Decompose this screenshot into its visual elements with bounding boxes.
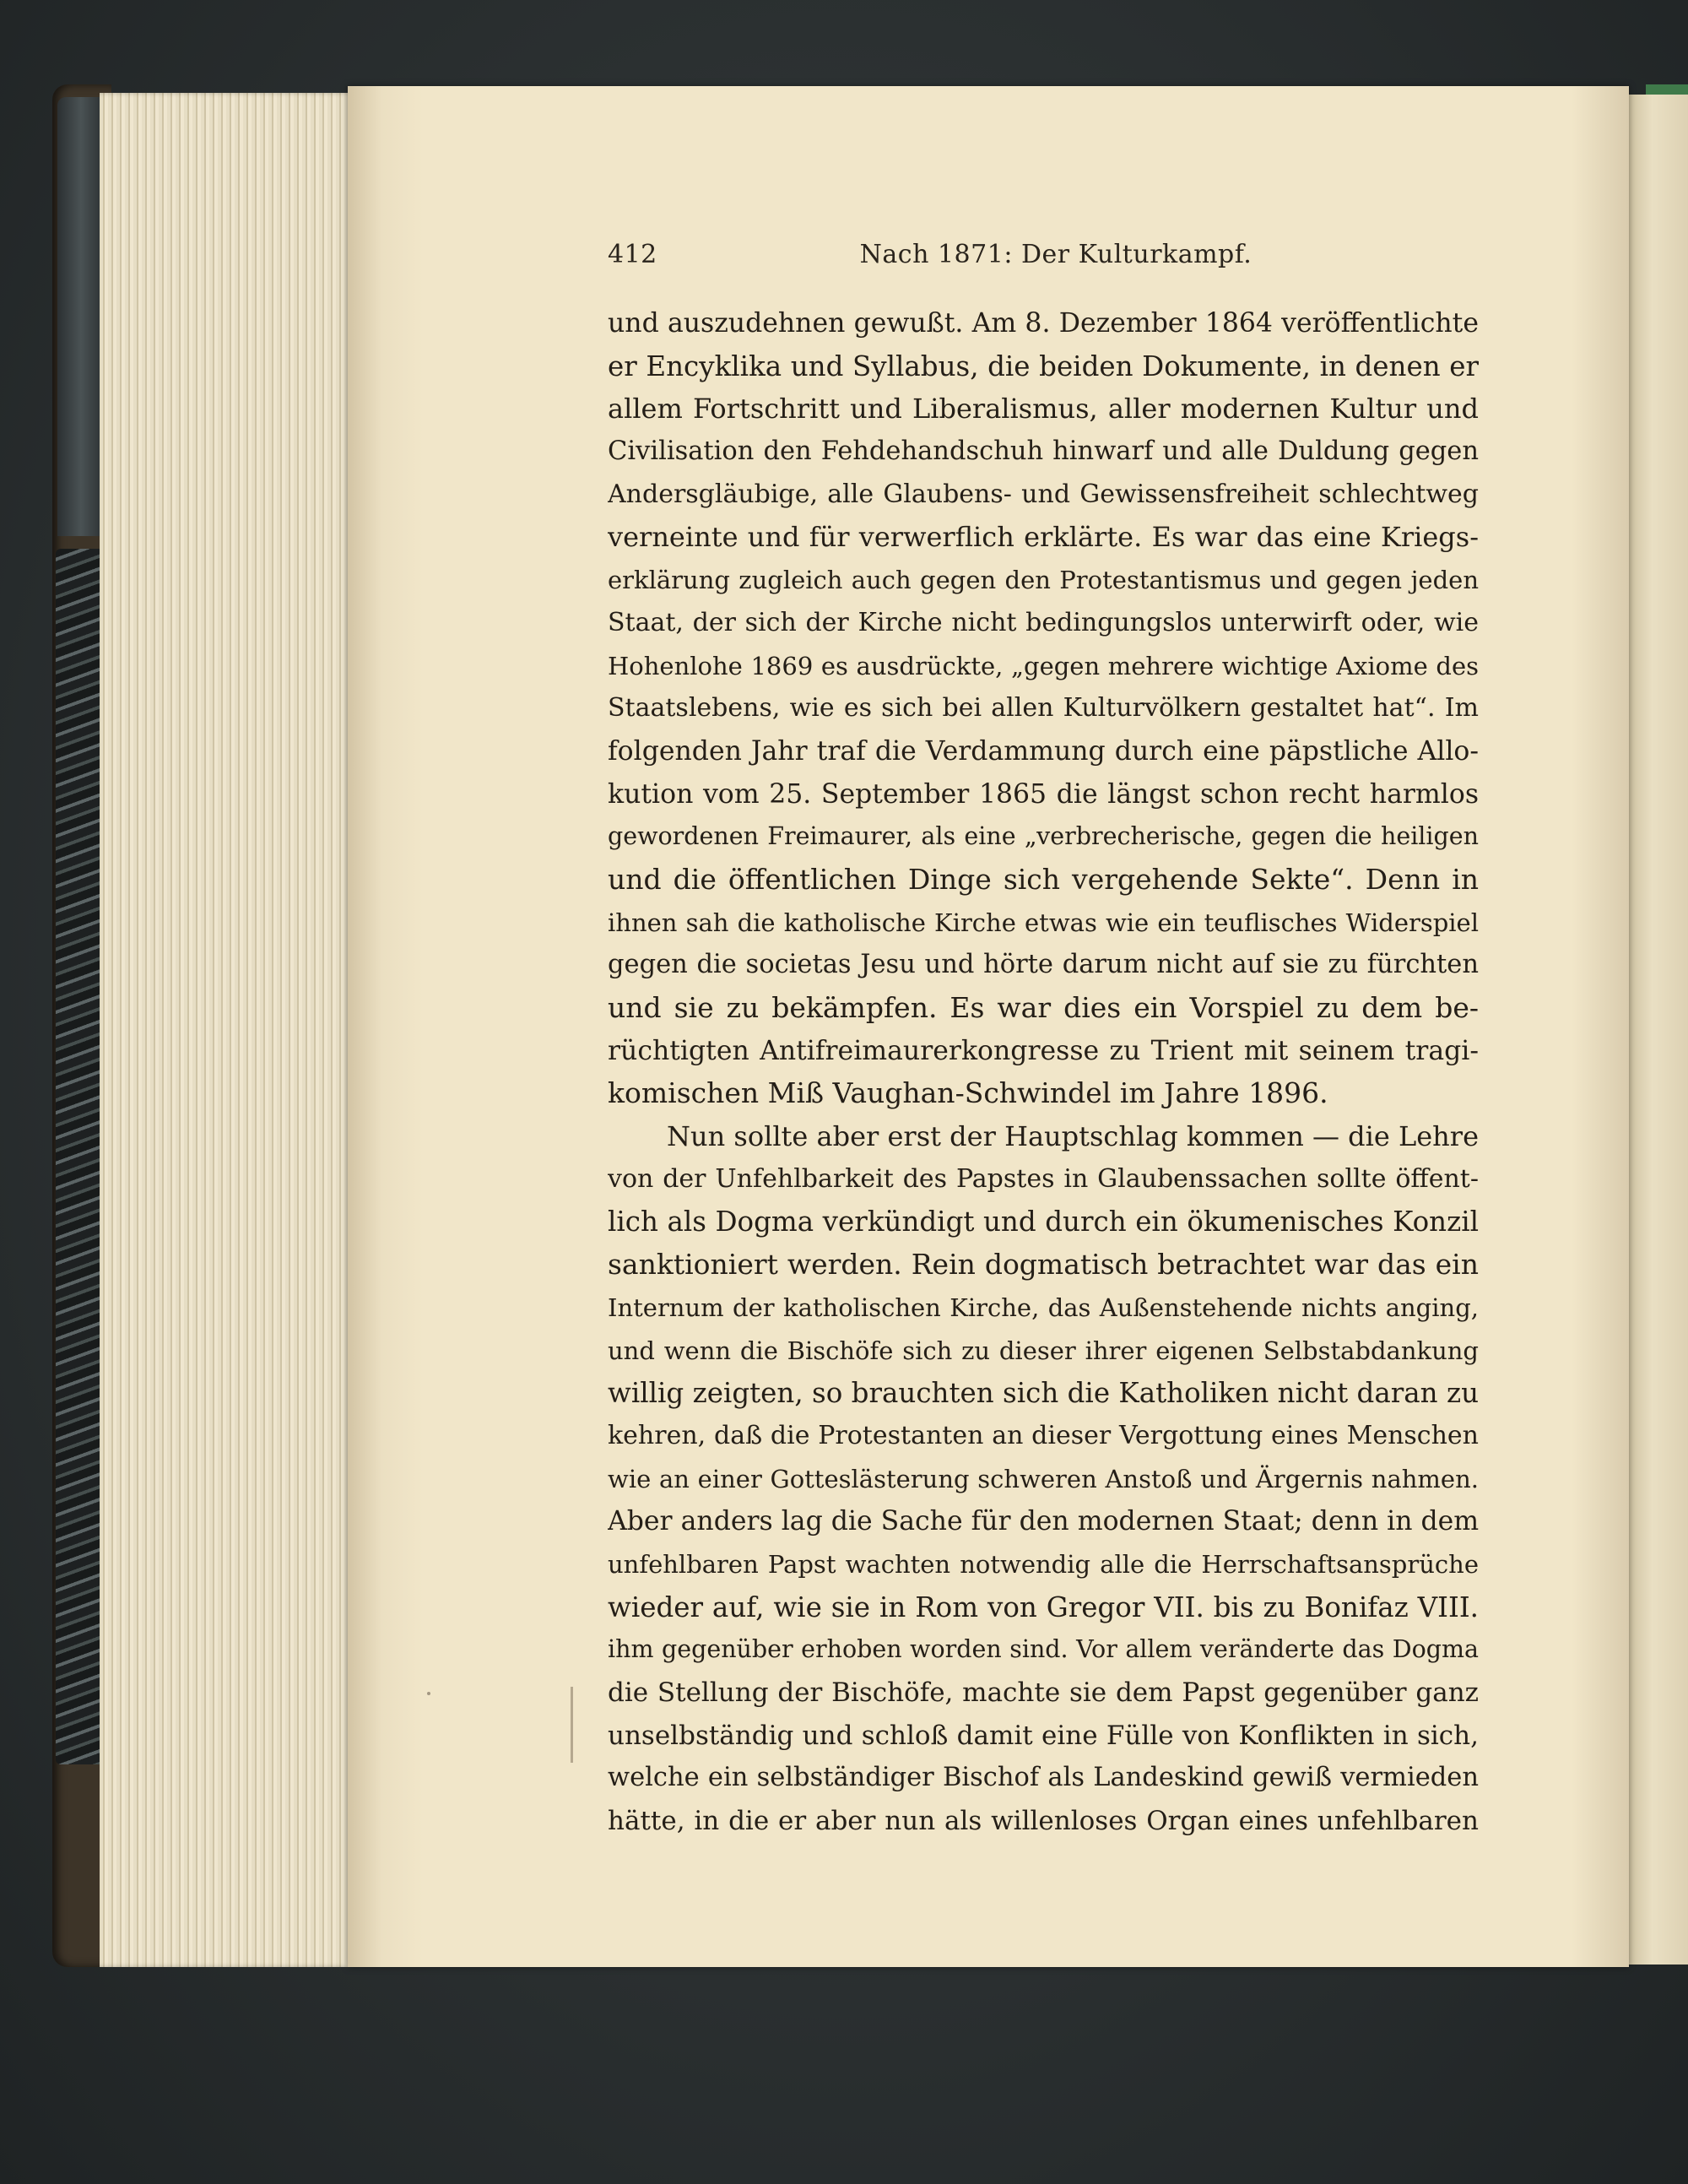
text-line: welche ein selbständiger Bischof als Landeskind gewiß vermieden [608,1763,1479,1793]
facing-page-edge [1629,95,1688,1965]
text-line: kution vom 25. September 1865 die längst schon recht harmlos [608,778,1479,810]
text-line: wie an einer Gotteslästerung schweren Anstoß und Ärgernis nahmen. [608,1464,1479,1493]
text-line: Hohenlohe 1869 es ausdrückte, „gegen mehrere wichtige Axiome des [608,651,1479,680]
text-line: er Encyklika und Syllabus, die beiden Dokumente, in denen er [608,350,1479,382]
running-title: Nach 1871: Der Kulturkampf. [859,240,1252,269]
text-line: ihnen sah die katholische Kirche etwas wie ein teuflisches Widerspiel [608,908,1479,937]
text-line: von der Unfehlbarkeit des Papstes in Glaubenssachen sollte öffent- [608,1163,1479,1194]
text-line: lich als Dogma verkündigt und durch ein ökumenisches Konzil [608,1206,1479,1238]
text-line: die Stellung der Bischöfe, machte sie dem Papst gegenüber ganz [608,1677,1479,1708]
text-line: sanktioniert werden. Rein dogmatisch betrachtet war das ein [608,1248,1479,1282]
text-line: kehren, daß die Protestanten an dieser Vergottung eines Menschen [608,1420,1479,1450]
paragraph [608,1115,1479,1843]
text-line: wieder auf, wie sie in Rom von Gregor VII. bis zu Bonifaz VIII. [608,1591,1479,1623]
text-line: unfehlbaren Papst wachten notwendig alle die Herrschaftsansprüche [608,1549,1479,1579]
body-text [608,302,1479,1843]
text-line: allem Fortschritt und Liberalismus, aller modernen Kultur und [608,393,1479,425]
page-number: 412 [608,240,657,269]
paragraph [608,302,1479,1115]
text-line: und sie zu bekämpfen. Es war dies ein Vorspiel zu dem be- [608,991,1479,1024]
text-line: folgenden Jahr traf die Verdammung durch eine päpstliche Allo- [608,735,1479,767]
text-line: willig zeigten, so brauchten sich die Katholiken nicht daran zu [608,1377,1479,1410]
text-line: und die öffentlichen Dinge sich vergehende Sekte“. Denn in [608,862,1479,896]
text-line: und wenn die Bischöfe sich zu dieser ihrer eigenen Selbstabdankung [608,1336,1479,1365]
text-line: Aber anders lag die Sache für den modernen Staat; denn in dem [608,1506,1479,1537]
text-line: Staatslebens, wie es sich bei allen Kulturvölkern gestaltet hat“. Im [608,693,1479,723]
page-edges [100,93,353,1967]
text-line: Andersgläubige, alle Glaubens- und Gewissensfreiheit schlechtweg [608,479,1479,509]
text-line: erklärung zugleich auch gegen den Protestantismus und gegen jeden [608,566,1479,595]
text-line: Internum der katholischen Kirche, das Außenstehende nichts anging, [608,1293,1479,1322]
text-line: verneinte und für verwerflich erklärte. Es war das eine Kriegs- [608,521,1479,554]
page-header [608,240,1479,274]
text-line: und auszudehnen gewußt. Am 8. Dezember 1864 veröffentlichte [608,308,1479,339]
text-line: komischen Miß Vaughan-Schwindel im Jahre 1896. [608,1076,1328,1110]
text-line: ihm gegenüber erhoben worden sind. Vor allem veränderte das Dogma [608,1635,1479,1664]
text-line: Nun sollte aber erst der Hauptschlag kommen — die Lehre [667,1120,1479,1153]
text-line: unselbständig und schloß damit eine Fülle von Konflikten in sich, [608,1720,1479,1751]
pencil-margin-mark [571,1687,573,1763]
text-line: gegen die societas Jesu und hörte darum nicht auf sie zu fürchten [608,950,1479,980]
text-line: hätte, in die er aber nun als willenloses Organ eines unfehlbaren [608,1806,1479,1837]
spine-cloth [57,97,105,536]
paper-speck [427,1692,430,1695]
text-line: Staat, der sich der Kirche nicht bedingungslos unterwirft oder, wie [608,607,1479,637]
marbled-spine [56,549,105,1764]
text-line: rüchtigten Antifreimaurerkongresse zu Trient mit seinem tragi- [608,1035,1479,1066]
text-line: Civilisation den Fehdehandschuh hinwarf und alle Duldung gegen [608,436,1479,467]
text-line: gewordenen Freimaurer, als eine „verbrecherische, gegen die heiligen [608,822,1479,851]
